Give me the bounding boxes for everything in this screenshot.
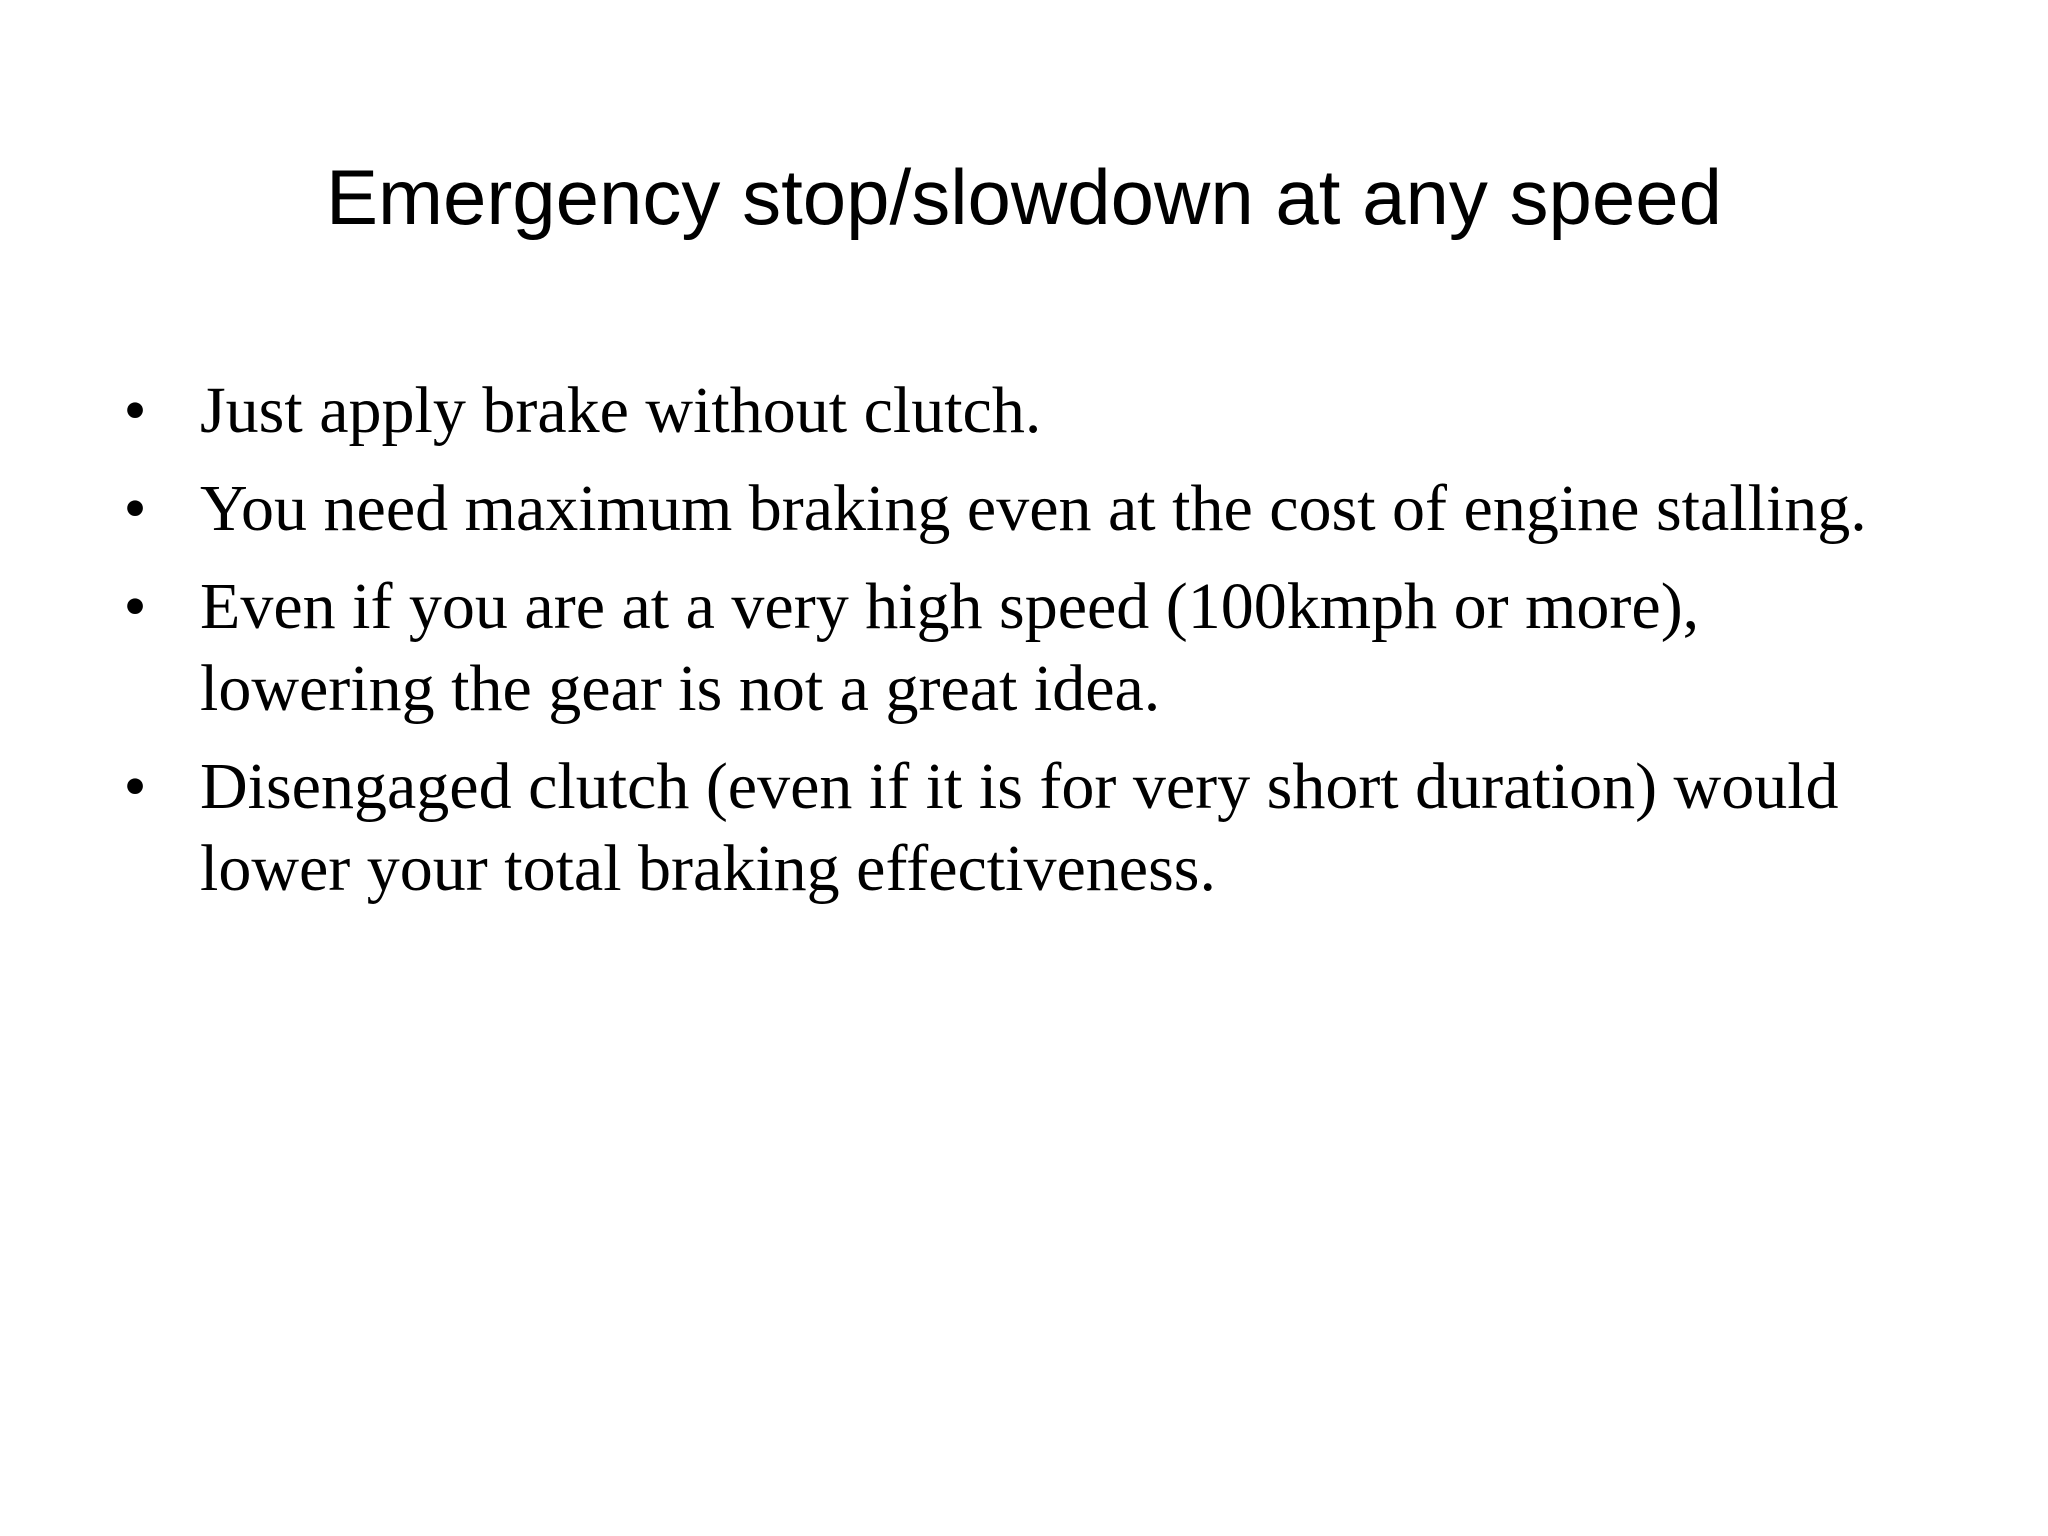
bullet-icon: • (123, 472, 147, 545)
bullet-list (120, 370, 1940, 926)
slide-title: Emergency stop/slowdown at any speed (325, 153, 1723, 241)
bullet-icon: • (123, 570, 147, 643)
list-item (120, 468, 1940, 550)
list-item (120, 746, 1940, 910)
bullet-text: Disengaged clutch (even if it is for very short duration) would lower your total braking effectiveness. (200, 750, 1839, 905)
bullet-icon: • (123, 374, 147, 447)
list-item (120, 370, 1940, 452)
bullet-icon: • (123, 750, 147, 823)
list-item (120, 566, 1940, 730)
bullet-text: Just apply brake without clutch. (200, 374, 1042, 447)
bullet-text: Even if you are at a very high speed (100kmph or more), lowering the gear is not a great idea. (200, 570, 1700, 725)
bullet-text: You need maximum braking even at the cost of engine stalling. (200, 472, 1867, 545)
